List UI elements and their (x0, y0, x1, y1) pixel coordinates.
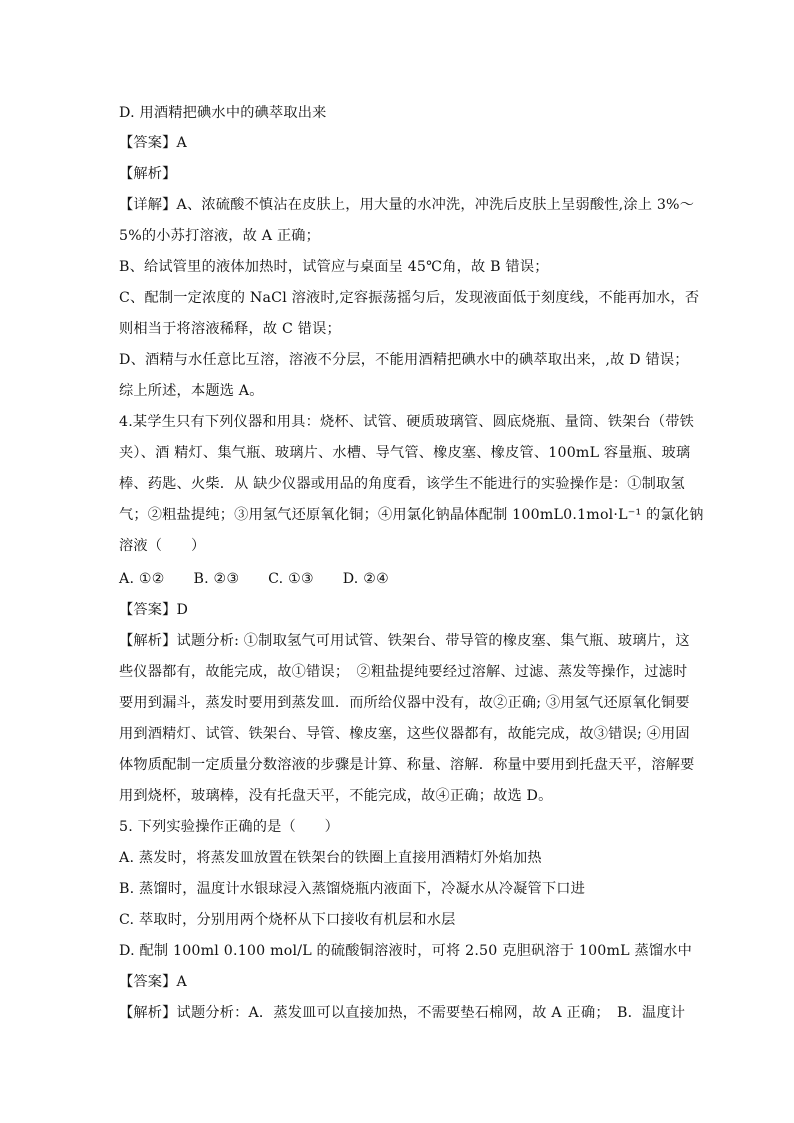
detail-line: 【详解】A、浓硫酸不慎沾在皮肤上，用大量的水冲洗，冲洗后皮肤上呈弱酸性,涂上 3%～ (119, 197, 695, 213)
analysis-line: 用到酒精灯、试管、铁架台、导管、橡皮塞，这些仪器都有，故能完成，故③错误; ④用固 (119, 726, 690, 742)
question-4-stem: 溶液（ ） (119, 538, 206, 554)
analysis-line: 些仪器都有，故能完成，故①错误； ②粗盐提纯要经过溶解、过滤、蒸发等操作，过滤时 (119, 664, 688, 680)
analysis-line: 用到烧杯，玻璃棒，没有托盘天平，不能完成，故④正确；故选 D。 (119, 788, 553, 804)
detail-line: C、配制一定浓度的 NaCl 溶液时,定容振荡摇匀后，发现液面低于刻度线，不能再加水，否 (119, 290, 700, 306)
question-5-option-a: A. 蒸发时，将蒸发皿放置在铁架台的铁圈上直接用酒精灯外焰加热 (119, 850, 542, 866)
question-5-stem: 5. 下列实验操作正确的是（ ） (119, 819, 340, 835)
question-4-stem: 棒、药匙、火柴．从 缺少仪器或用品的角度看，该学生不能进行的实验操作是：①制取氢 (119, 476, 685, 492)
question-4-stem: 4.某学生只有下列仪器和用具：烧杯、试管、硬质玻璃管、圆底烧瓶、量筒、铁架台（带铁 (119, 414, 695, 430)
summary-line: 综上所述，本题选 A。 (119, 383, 264, 399)
analysis-line: 【解析】试题分析: ①制取氢气可用试管、铁架台、带导管的橡皮塞、集气瓶、玻璃片，这 (119, 633, 690, 649)
answer-label-q5: 【答案】A (119, 974, 187, 990)
detail-line: 5%的小苏打溶液，故 A 正确； (119, 228, 321, 244)
detail-line: D、酒精与水任意比互溶，溶液不分层，不能用酒精把碘水中的碘萃取出来，,故 D 错误； (119, 352, 689, 368)
detail-line: B、给试管里的液体加热时，试管应与桌面呈 45℃角，故 B 错误； (119, 259, 549, 275)
answer-label-q4: 【答案】D (119, 602, 189, 618)
question-5-option-d: D. 配制 100ml 0.100 mol/L 的硫酸铜溶液时，可将 2.50 克胆矾溶于 100mL 蒸馏水中 (119, 943, 693, 959)
detail-line: 则相当于将溶液稀释，故 C 错误； (119, 321, 341, 337)
question-4-stem: 气；②粗盐提纯；③用氢气还原氧化铜；④用氯化钠晶体配制 100mL0.1mol·L⁻¹ 的氯化钠 (119, 507, 704, 523)
question-4-options: A. ①② B. ②③ C. ①③ D. ②④ (119, 571, 390, 587)
analysis-line: 要用到漏斗，蒸发时要用到蒸发皿．而所给仪器中没有，故②正确; ③用氢气还原氧化铜要 (119, 695, 690, 711)
question-4-stem: 夹）、酒 精灯、集气瓶、玻璃片、水槽、导气管、橡皮塞、橡皮管、100mL 容量瓶、玻璃 (119, 445, 691, 461)
question-5-option-b: B. 蒸馏时，温度计水银球浸入蒸馏烧瓶内液面下，冷凝水从冷凝管下口进 (119, 881, 586, 897)
answer-label-q3: 【答案】A (119, 135, 187, 151)
option-d-q3: D. 用酒精把碘水中的碘萃取出来 (119, 105, 327, 121)
analysis-line: 体物质配制一定质量分数溶液的步骤是计算、称量、溶解．称量中要用到托盘天平，溶解要 (119, 757, 695, 773)
analysis-label-q3: 【解析】 (119, 166, 177, 182)
question-5-option-c: C. 萃取时，分别用两个烧杯从下口接收有机层和水层 (119, 912, 456, 928)
analysis-line: 【解析】试题分析：A．蒸发皿可以直接加热，不需要垫石棉网，故 A 正确； B．温度计 (119, 1005, 686, 1021)
